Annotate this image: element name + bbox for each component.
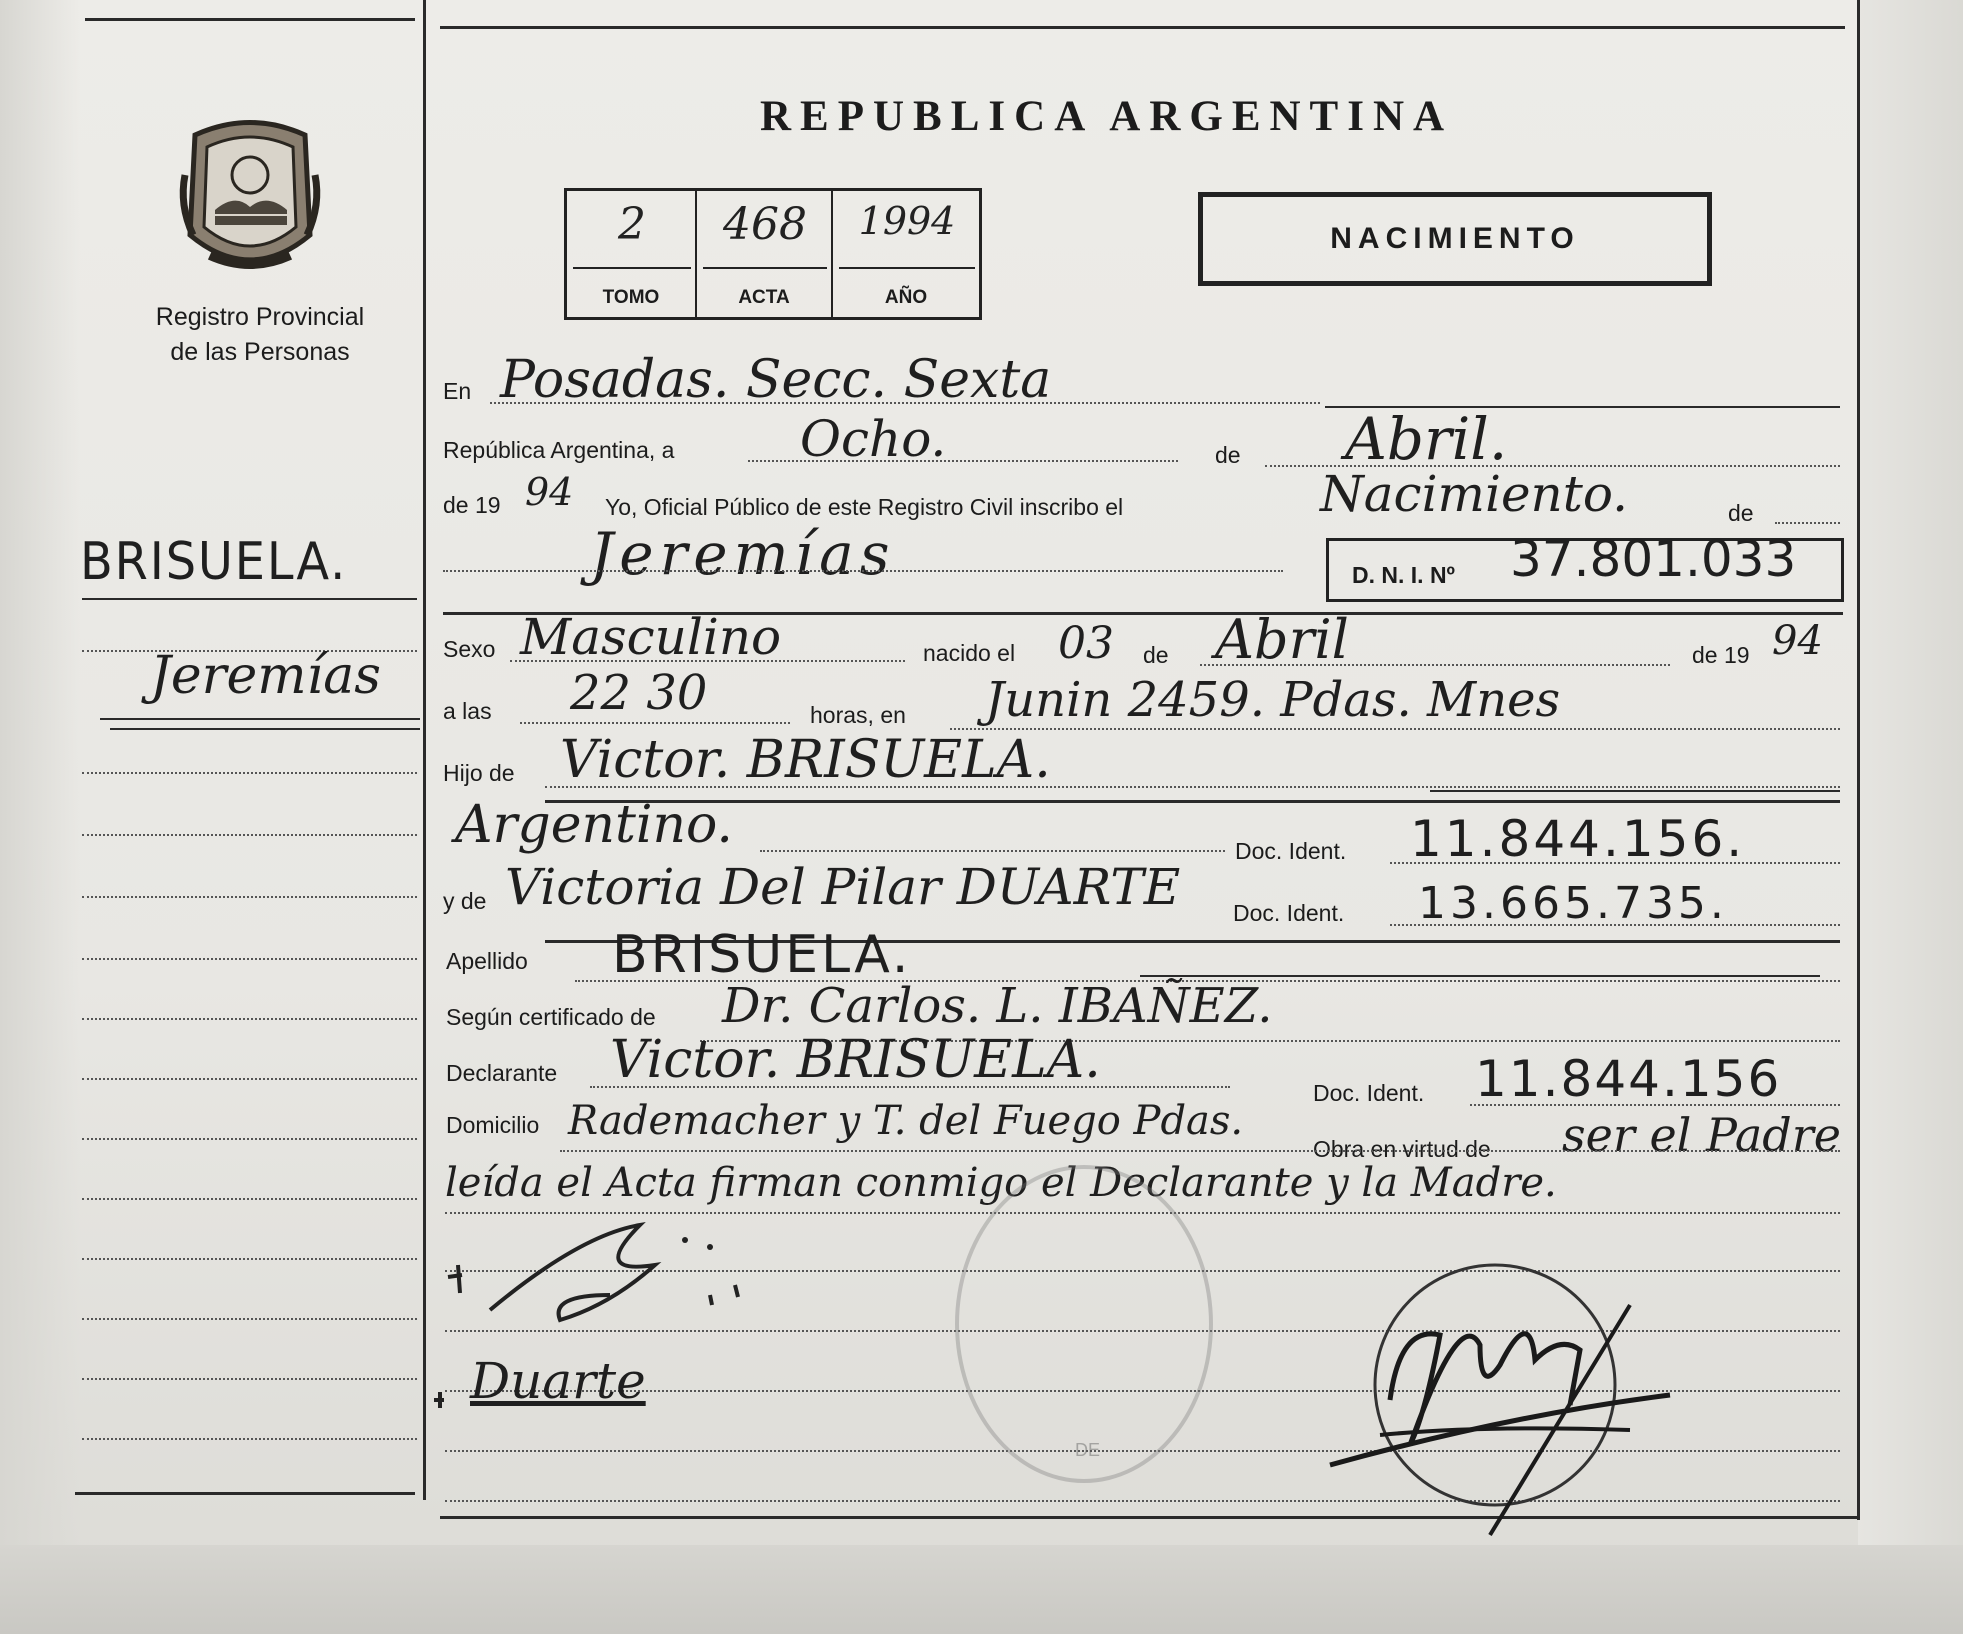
en-value: Posadas. Secc. Sexta xyxy=(500,350,1052,410)
anio-value: 1994 xyxy=(839,199,975,269)
birth-time: 22 30 xyxy=(570,665,708,721)
right-border xyxy=(1857,0,1860,1520)
margin-rule xyxy=(82,958,417,960)
registry-name xyxy=(120,300,400,370)
anio-label: AÑO xyxy=(884,287,928,308)
margin-rule xyxy=(82,1318,417,1320)
form-rule xyxy=(545,800,1840,803)
birth-day: 03 xyxy=(1058,618,1114,669)
registry-line-2: de las Personas xyxy=(170,338,350,366)
y-de-label: y de xyxy=(443,888,487,914)
obra-label: Obra en virtud de xyxy=(1313,1136,1491,1162)
document-type-badge: NACIMIENTO xyxy=(1198,192,1712,286)
margin-rule xyxy=(82,834,417,836)
doc-ident-label-3: Doc. Ident. xyxy=(1313,1080,1425,1106)
en-label: En xyxy=(443,378,472,404)
form-rule xyxy=(1390,924,1840,926)
form-rule xyxy=(950,728,1840,730)
mother-signature-text: Duarte xyxy=(470,1352,646,1410)
form-rule xyxy=(590,1086,1230,1088)
declarante-label: Declarante xyxy=(446,1060,558,1086)
tomo-cell xyxy=(567,191,697,317)
republica-label: República Argentina, a xyxy=(443,437,675,463)
form-rule xyxy=(560,1150,1840,1152)
form-rule xyxy=(748,460,1178,462)
dni-value: 37.801.033 xyxy=(1510,530,1797,588)
registry-line-1: Registro Provincial xyxy=(155,303,365,331)
paper-bottom-edge xyxy=(0,1545,1963,1634)
form-rule xyxy=(1200,664,1670,666)
certificado-label: Según certificado de xyxy=(446,1004,656,1030)
act-value: Nacimiento. xyxy=(1320,465,1628,523)
declarante-signature xyxy=(440,1215,780,1335)
margin-rule xyxy=(82,1018,417,1020)
form-rule xyxy=(760,850,1225,852)
obra-value: ser el Padre xyxy=(1562,1108,1841,1162)
month-value: Abril. xyxy=(1345,405,1508,473)
margin-rule xyxy=(82,1198,417,1200)
form-rule xyxy=(1775,522,1840,524)
stamp-text: DE xyxy=(1075,1440,1101,1460)
margin-rule xyxy=(82,1258,417,1260)
apellido-value: BRISUELA. xyxy=(612,925,912,985)
paper-right-edge xyxy=(1858,0,1963,1634)
apellido-label: Apellido xyxy=(446,948,528,974)
dni-label: D. N. I. Nº xyxy=(1352,562,1455,588)
form-rule xyxy=(545,786,1840,788)
column-divider xyxy=(423,0,426,1500)
form-rule xyxy=(490,402,1320,404)
de-label: de xyxy=(1215,442,1241,468)
margin-given-name: Jeremías xyxy=(150,646,381,706)
horas-label: horas, en xyxy=(810,702,906,728)
form-rule xyxy=(520,722,790,724)
acta-label: ACTA xyxy=(738,287,790,308)
domicilio-value: Rademacher y T. del Fuego Pdas. xyxy=(568,1098,1244,1144)
province-seal-icon xyxy=(175,115,325,275)
nacido-label: nacido el xyxy=(923,640,1016,666)
anio-cell xyxy=(833,191,979,317)
day-value: Ocho. xyxy=(800,410,947,468)
doc-ident-label-2: Doc. Ident. xyxy=(1233,900,1345,926)
father-nationality: Argentino. xyxy=(455,795,733,855)
acta-value: 468 xyxy=(703,199,827,269)
tomo-label: TOMO xyxy=(602,287,660,308)
margin-rule xyxy=(82,1438,417,1440)
a-las-label: a las xyxy=(443,698,492,724)
declarante-doc: 11.844.156 xyxy=(1475,1050,1782,1108)
acta-cell xyxy=(697,191,833,317)
margin-rule xyxy=(82,1138,417,1140)
margin-bottom-rule xyxy=(75,1492,415,1495)
margin-surname: BRISUELA. xyxy=(80,532,348,592)
notes-value: leída el Acta firman conmigo el Declarante y la Madre. xyxy=(445,1160,1557,1206)
doc-ident-label-1: Doc. Ident. xyxy=(1235,838,1347,864)
paper-shadow xyxy=(0,0,80,1634)
reference-table xyxy=(564,188,982,320)
year-prefix-label: de 19 xyxy=(443,492,501,518)
form-rule xyxy=(1470,1104,1840,1106)
margin-rule xyxy=(82,772,417,774)
form-rule xyxy=(510,660,905,662)
official-signature xyxy=(1330,1265,1690,1550)
margin-rule-3b xyxy=(110,728,420,730)
father-name: Victor. BRISUELA. xyxy=(560,730,1051,790)
birth-month: Abril xyxy=(1215,608,1349,671)
margin-rule-1 xyxy=(82,598,417,600)
declarante-value: Victor. BRISUELA. xyxy=(610,1030,1101,1090)
child-name: Jeremías xyxy=(590,520,896,588)
father-doc: 11.844.156. xyxy=(1410,810,1746,868)
domicilio-label: Domicilio xyxy=(446,1112,540,1138)
margin-rule-3 xyxy=(100,718,420,720)
top-rule xyxy=(440,26,1845,29)
year-value: 94 xyxy=(525,470,574,514)
margin-rule xyxy=(82,1078,417,1080)
certificado-value: Dr. Carlos. L. IBAÑEZ. xyxy=(722,978,1273,1034)
registry-stamp xyxy=(955,1165,1213,1483)
de-label-2: de xyxy=(1728,500,1754,526)
margin-rule xyxy=(82,1378,417,1380)
tomo-value: 2 xyxy=(573,199,691,269)
form-rule xyxy=(443,570,1283,572)
hijo-label: Hijo de xyxy=(443,760,515,786)
de-label-3: de xyxy=(1143,642,1169,668)
mother-doc: 13.665.735. xyxy=(1418,878,1728,929)
de19-label: de 19 xyxy=(1692,642,1750,668)
form-rule xyxy=(1390,862,1840,864)
birth-place: Junin 2459. Pdas. Mnes xyxy=(985,672,1561,728)
sexo-value: Masculino xyxy=(520,608,782,666)
page-title: REPUBLICA ARGENTINA xyxy=(760,93,1454,140)
margin-top-rule xyxy=(85,18,415,21)
mother-name: Victoria Del Pilar DUARTE xyxy=(505,858,1181,916)
form-rule xyxy=(1140,975,1820,977)
birth-year: 94 xyxy=(1772,618,1823,664)
sexo-label: Sexo xyxy=(443,636,496,662)
inscribo-label: Yo, Oficial Público de este Registro Civil inscribo el xyxy=(605,494,1124,520)
form-rule xyxy=(1430,790,1840,792)
margin-rule xyxy=(82,896,417,898)
